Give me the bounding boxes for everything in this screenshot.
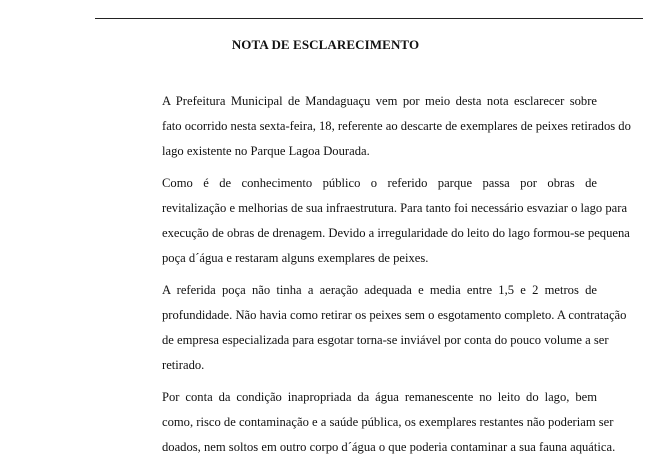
paragraph-line: A referida poça não tinha a aeração adequada e media entre 1,5 e 2 metros de <box>162 283 597 297</box>
paragraph-line: fato ocorrido nesta sexta-feira, 18, referente ao descarte de exemplares de peixes retirados do <box>162 119 631 133</box>
paragraph-line: retirado. <box>162 358 205 372</box>
document-title: NOTA DE ESCLARECIMENTO <box>231 37 420 52</box>
paragraph-line: doados, nem soltos em outro corpo d´água o que poderia contaminar a sua fauna aquática. <box>162 440 616 454</box>
paragraph-line: como, risco de contaminação e a saúde pública, os exemplares restantes não poderiam ser <box>162 415 614 429</box>
paragraph-line: Como é de conhecimento público o referido parque passa por obras de <box>162 176 597 190</box>
paragraph-line: poça d´água e restaram alguns exemplares de peixes. <box>162 251 429 265</box>
paragraph-4 <box>80 385 616 460</box>
paragraph-line: profundidade. Não havia como retirar os peixes sem o esgotamento completo. A contratação <box>162 308 627 322</box>
paragraph-line: Por conta da condição inapropriada da água remanescente no leito do lago, bem <box>162 390 597 404</box>
paragraph-1 <box>80 89 631 164</box>
document-body <box>80 89 631 467</box>
header-rule <box>95 18 643 19</box>
paragraph-line: execução de obras de drenagem. Devido a irregularidade do leito do lago formou-se pequena <box>162 226 630 240</box>
paragraph-3 <box>80 278 627 378</box>
paragraph-line: revitalização e melhorias de sua infraestrutura. Para tanto foi necessário esvaziar o lago para <box>162 201 628 215</box>
paragraph-line: A Prefeitura Municipal de Mandaguaçu vem por meio desta nota esclarecer sobre <box>162 94 597 108</box>
paragraph-line: de empresa especializada para esgotar torna-se inviável por conta do pouco volume a ser <box>162 333 609 347</box>
paragraph-line: lago existente no Parque Lagoa Dourada. <box>162 144 370 158</box>
paragraph-2 <box>80 171 630 271</box>
